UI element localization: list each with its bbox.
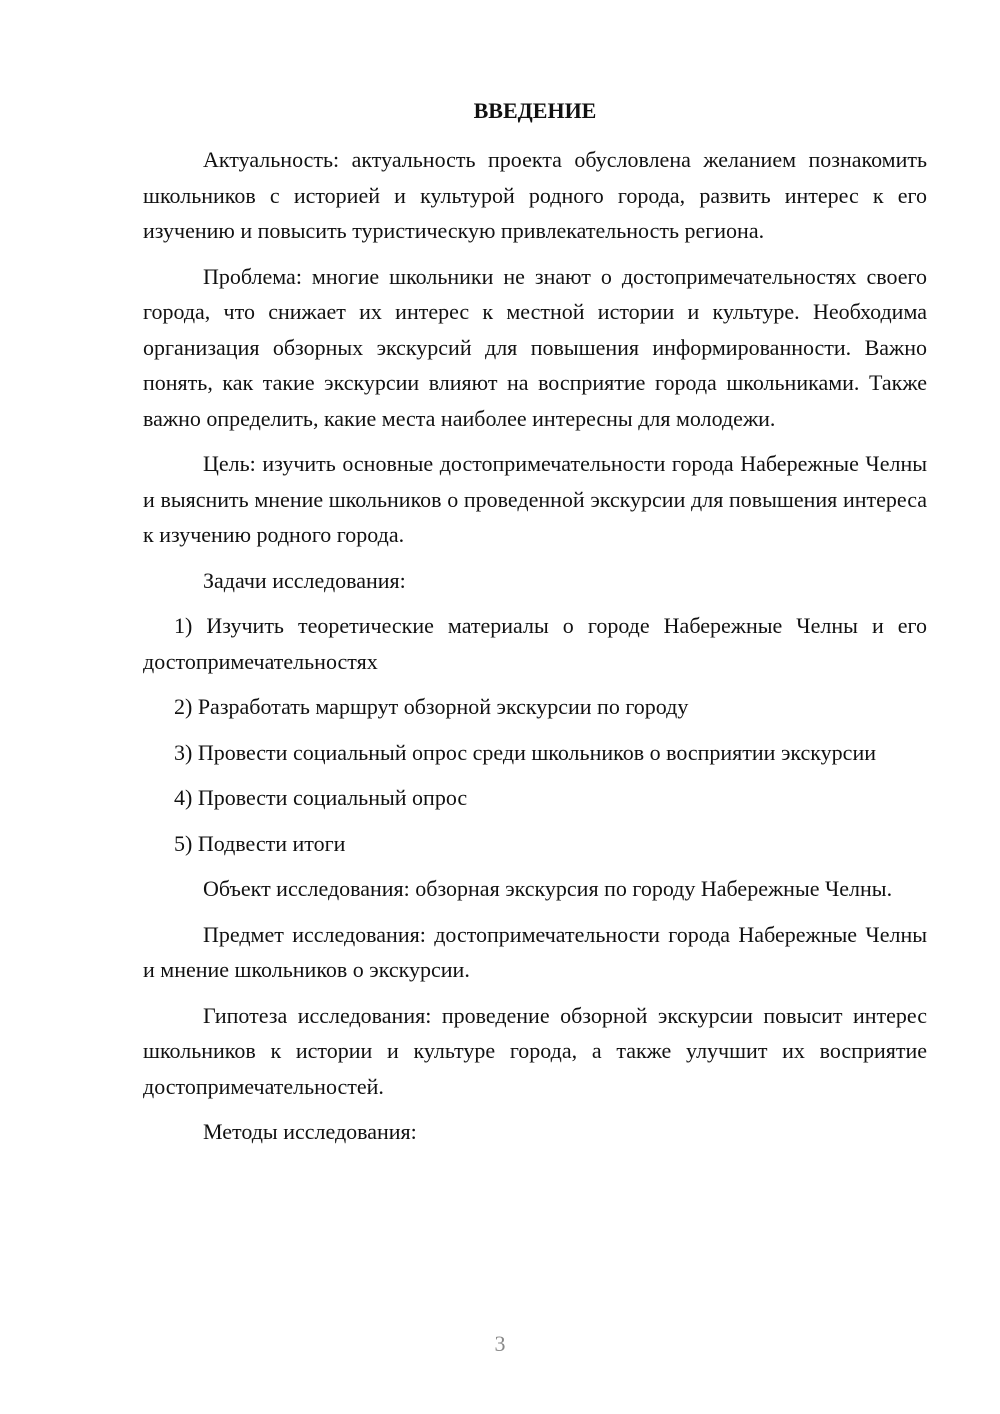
paragraph-hypothesis: Гипотеза исследования: проведение обзорной экскурсии повысит интерес школьников к истории и культуре города, а также улучшит их восприятие достопримечательностей. <box>143 1002 927 1099</box>
task-item-1: 1) Изучить теоретические материалы о городе Набережные Челны и его достопримечательностях <box>143 613 927 674</box>
task-item-2: 2) Разработать маршрут обзорной экскурсии по городу <box>174 694 689 719</box>
task-item-4: 4) Провести социальный опрос <box>174 785 468 810</box>
paragraph-problem: Проблема: многие школьники не знают о достопримечательностях своего города, что снижает их интерес к местной истории и культуре. Необходима организация обзорных экскурсий для повышения информированности. Важно понять, как такие экскурсии влияют на восприятие города школьниками. Также важно определить, какие места наиболее интересны для молодежи. <box>143 263 927 431</box>
task-item-3: 3) Провести социальный опрос среди школьников о восприятии экскурсии <box>174 739 876 765</box>
section-title: ВВЕДЕНИЕ <box>473 98 597 123</box>
paragraph-tasks-heading: Задачи исследования: <box>203 567 406 593</box>
paragraph-methods: Методы исследования: <box>203 1119 417 1144</box>
paragraph-object: Объект исследования: обзорная экскурсия по городу Набережные Челны. <box>203 876 893 901</box>
task-item-5: 5) Подвести итоги <box>174 830 346 856</box>
paragraph-relevance: Актуальность: актуальность проекта обусловлена желанием познакомить школьников с историей и культурой родного города, развить интерес к его изучению и повысить туристическую привлекательность региона. <box>143 147 927 243</box>
page-number: 3 <box>494 1331 506 1356</box>
paragraph-subject: Предмет исследования: достопримечательности города Набережные Челны и мнение школьников о экскурсии. <box>143 921 927 982</box>
paragraph-goal: Цель: изучить основные достопримечательности города Набережные Челны и выяснить мнение школьников о проведенной экскурсии для повышения интереса к изучению родного города. <box>143 451 927 547</box>
page-content <box>143 93 927 1160</box>
